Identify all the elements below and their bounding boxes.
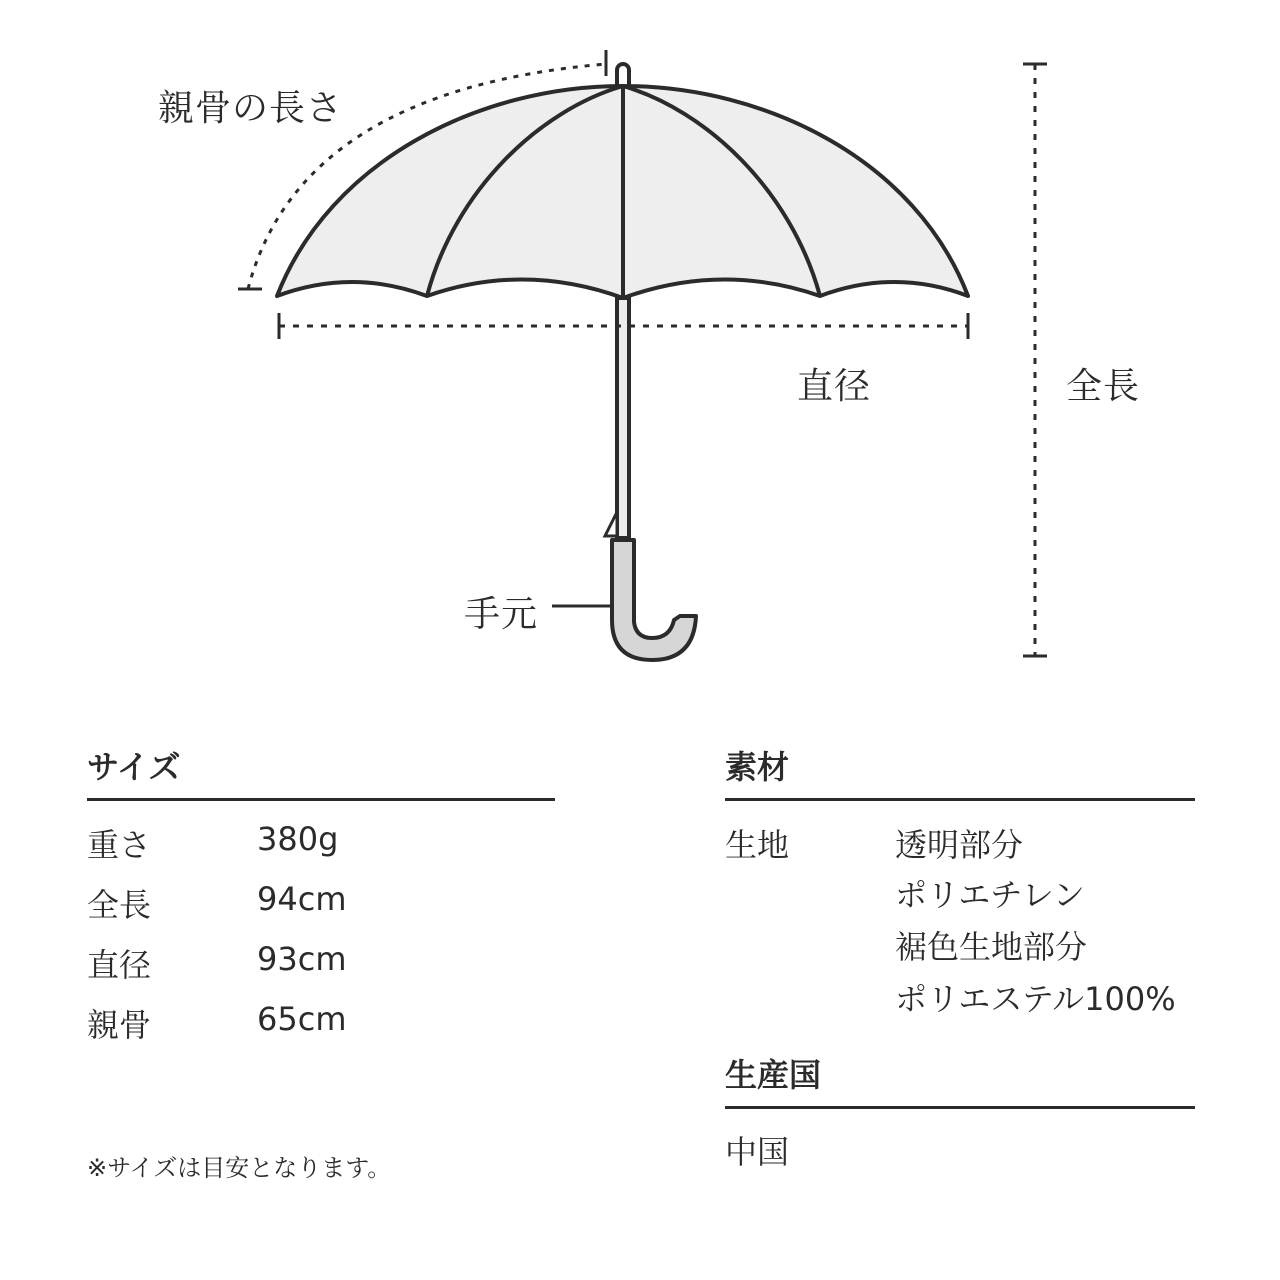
origin-value: 中国 [725,1133,790,1171]
umbrella-handle [612,540,696,660]
origin-section-title: 生産国 [725,1056,822,1094]
umbrella-catch [605,512,617,536]
fabric-label: 生地 [725,826,790,864]
fabric-line: 裾色生地部分 [895,928,1088,966]
total-length-label: 全長 [1066,366,1141,407]
fabric-line: 透明部分 [895,826,1024,864]
umbrella-shaft [617,298,629,538]
origin-section-divider [725,1106,1195,1109]
material-section-divider [725,798,1195,801]
handle-label: 手元 [464,594,539,635]
size-note: ※サイズは目安となります。 [87,1154,392,1182]
size-row-label: 直径 [87,946,152,984]
rib-length-label: 親骨の長さ [158,88,344,129]
diameter-label: 直径 [797,366,872,407]
size-row-value: 65cm [257,1000,347,1038]
fabric-line: ポリエステル100% [895,980,1176,1018]
size-section-divider [87,798,555,801]
material-section-title: 素材 [725,748,790,786]
size-row-value: 380g [257,820,339,858]
size-row-value: 94cm [257,880,347,918]
size-row-label: 親骨 [87,1006,152,1044]
size-row-label: 重さ [87,826,152,864]
size-section-title: サイズ [87,748,181,786]
size-row-value: 93cm [257,940,347,978]
fabric-line: ポリエチレン [895,876,1085,914]
size-row-label: 全長 [87,886,152,924]
